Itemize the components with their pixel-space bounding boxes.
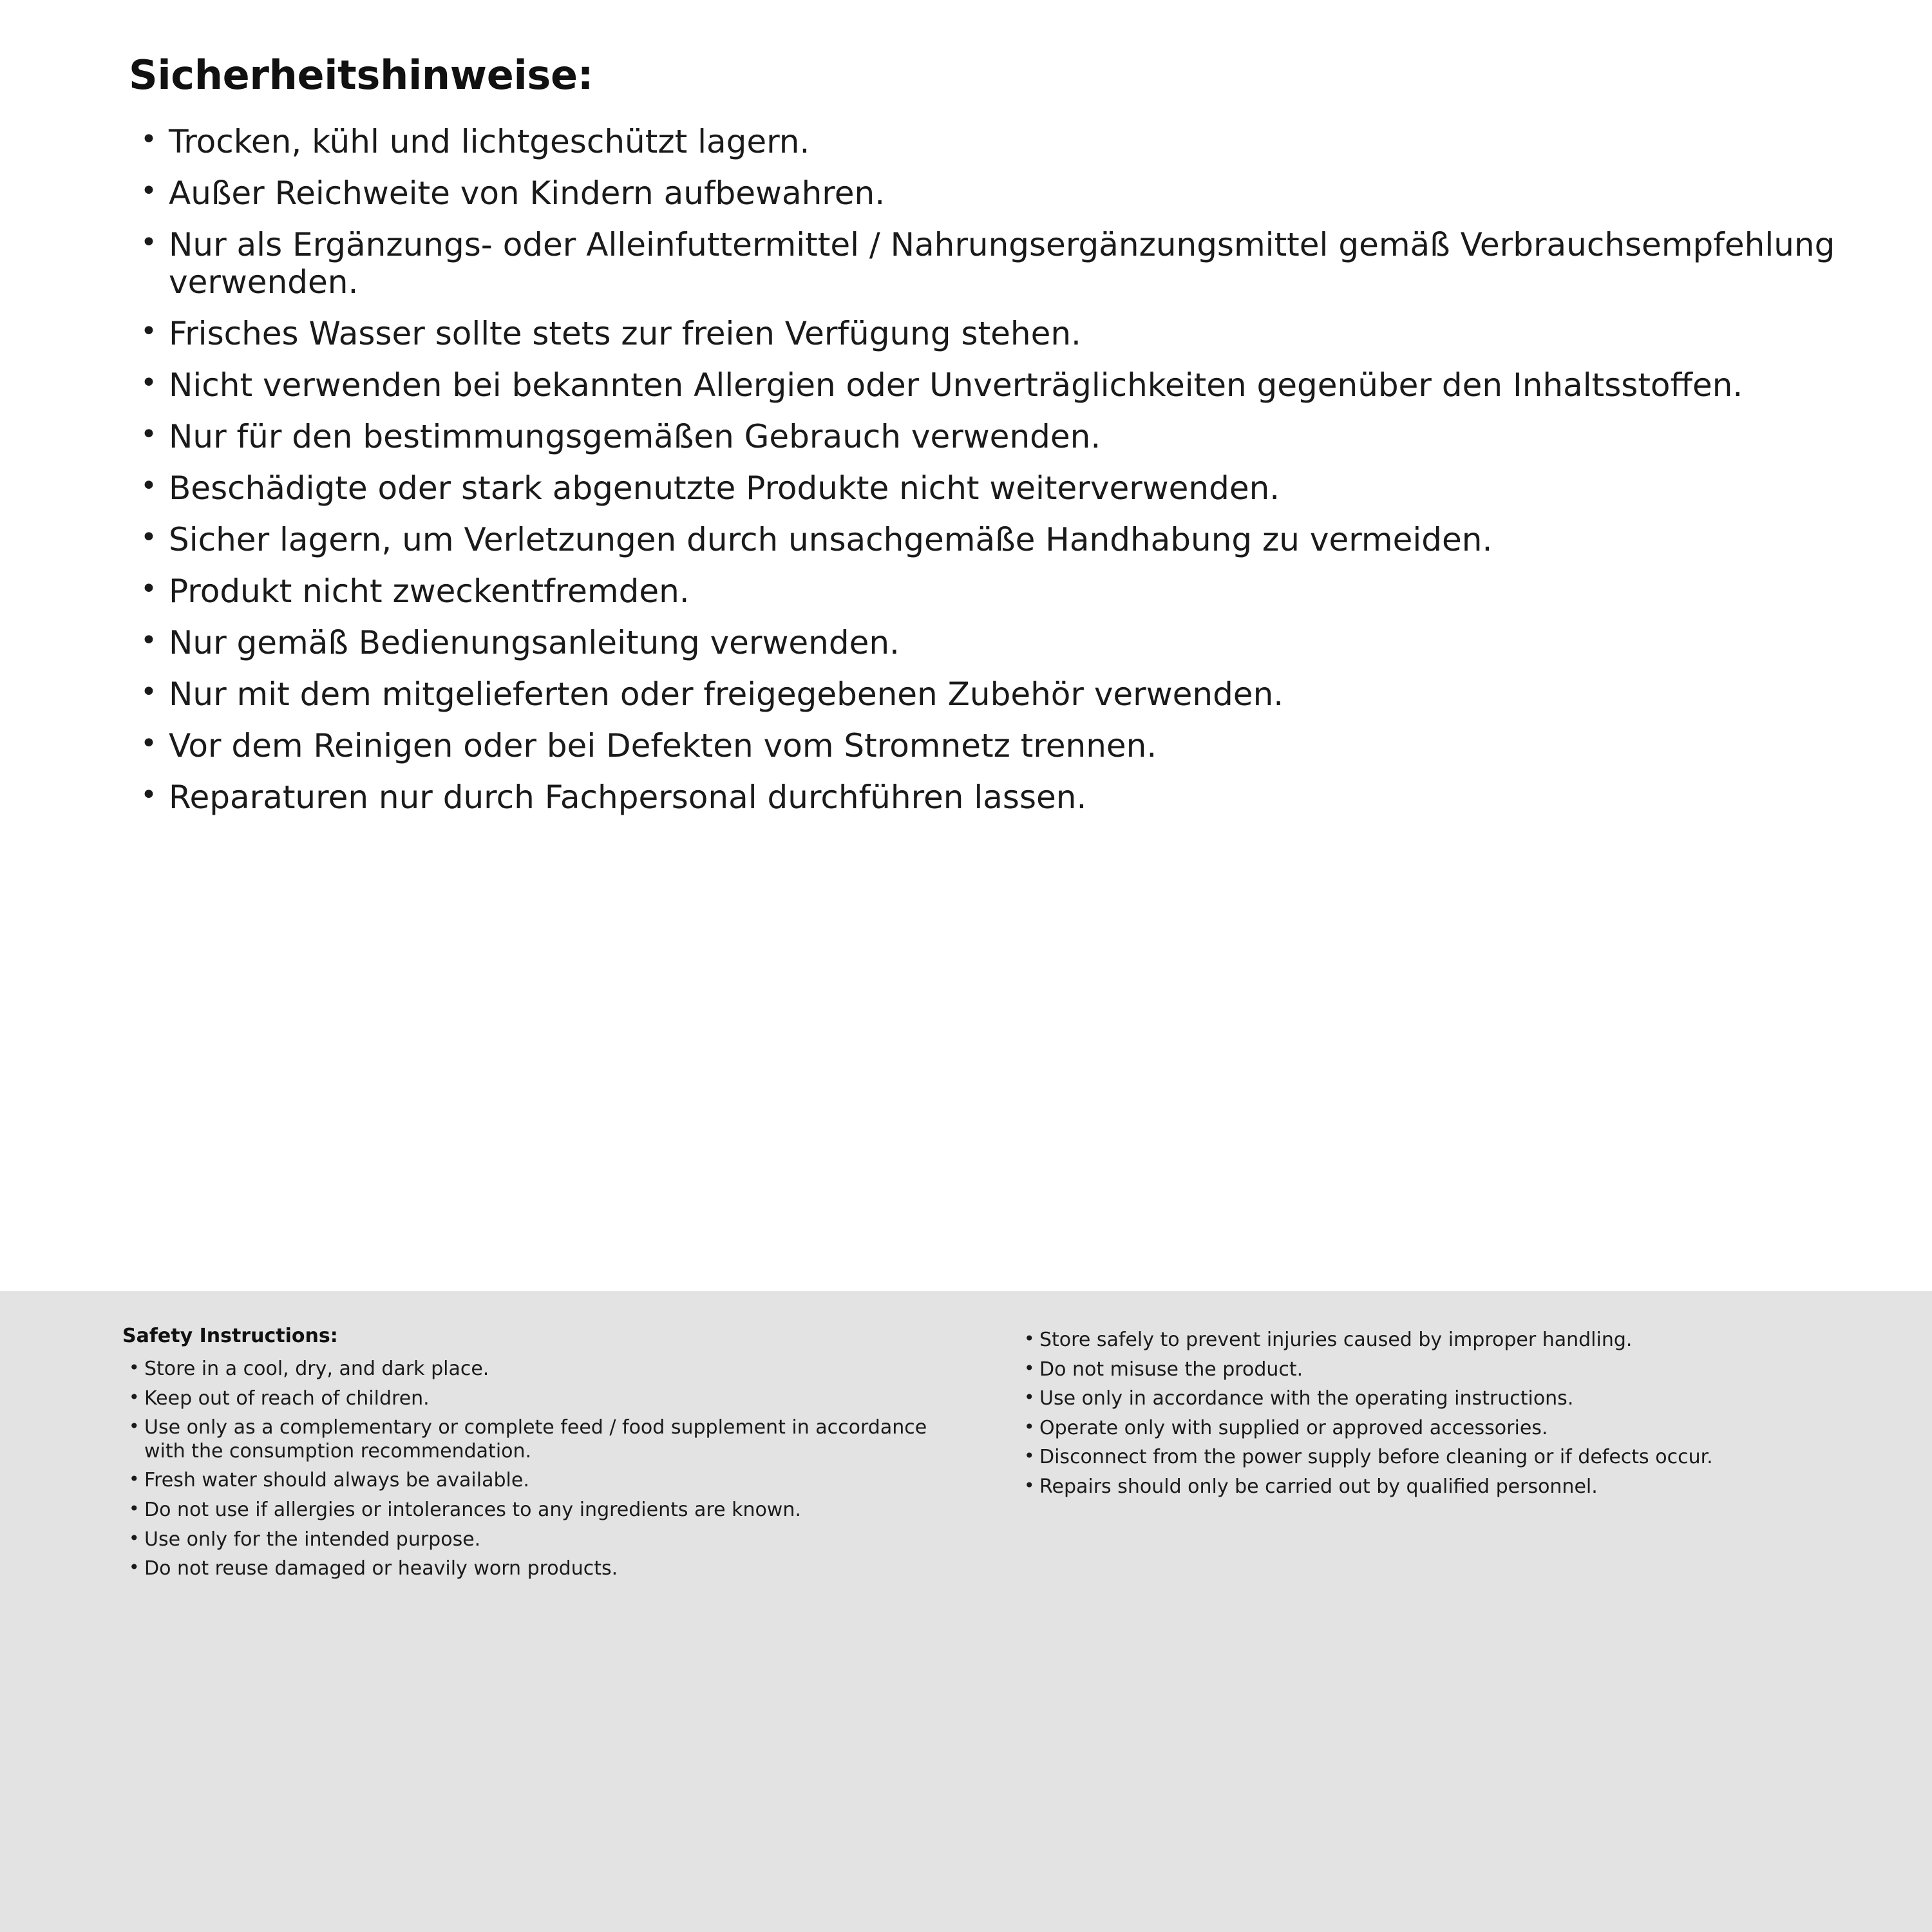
list-item: • Nur für den bestimmungsgemäßen Gebrauch verwenden. [129,418,1855,455]
list-item: • Trocken, kühl und lichtgeschützt lagern. [129,123,1855,160]
list-item: • Nur gemäß Bedienungsanleitung verwenden. [129,624,1855,661]
list-item: • Do not reuse damaged or heavily worn products. [122,1557,960,1581]
list-item: • Do not use if allergies or intolerances to any ingredients are known. [122,1499,960,1522]
german-section-title: Sicherheitshinweise: [129,52,594,99]
list-item: • Fresh water should always be available. [122,1469,960,1493]
list-item: • Reparaturen nur durch Fachpersonal durchführen lassen. [129,779,1855,816]
list-item: • Do not misuse the product. [1018,1358,1855,1382]
list-item: • Repairs should only be carried out by qualified personnel. [1018,1475,1855,1499]
list-item: • Use only as a complementary or complete feed / food supplement in accordance with the consumption recommendation. [122,1416,960,1463]
list-item: • Disconnect from the power supply before cleaning or if defects occur. [1018,1446,1855,1470]
english-safety-list-left [122,1358,960,1581]
english-safety-section [0,1291,1932,1932]
list-item: • Nicht verwenden bei bekannten Allergien oder Unverträglichkeiten gegenüber den Inhaltsstoffen. [129,366,1855,404]
list-item: • Store in a cool, dry, and dark place. [122,1358,960,1381]
german-safety-list [129,123,1855,816]
list-item: • Operate only with supplied or approved accessories. [1018,1417,1855,1441]
english-safety-list-right [1018,1329,1855,1499]
list-item: • Use only for the intended purpose. [122,1528,960,1552]
list-item: • Store safely to prevent injuries caused by improper handling. [1018,1329,1855,1352]
english-column-left [122,1325,960,1906]
list-item: • Frisches Wasser sollte stets zur freien Verfügung stehen. [129,315,1855,352]
list-item: • Produkt nicht zweckentfremden. [129,573,1855,610]
list-item: • Beschädigte oder stark abgenutzte Produkte nicht weiterverwenden. [129,469,1855,507]
english-column-right [1018,1325,1855,1906]
english-section-title: Safety Instructions: [122,1325,338,1347]
list-item: • Nur mit dem mitgelieferten oder freigegebenen Zubehör verwenden. [129,676,1855,713]
list-item: • Keep out of reach of children. [122,1387,960,1411]
list-item: • Nur als Ergänzungs- oder Alleinfuttermittel / Nahrungsergänzungsmittel gemäß Verbrauchsempfehlung verwenden. [129,226,1855,301]
list-item: • Außer Reichweite von Kindern aufbewahren. [129,175,1855,212]
list-item: • Use only in accordance with the operating instructions. [1018,1387,1855,1411]
list-item: • Sicher lagern, um Verletzungen durch unsachgemäße Handhabung zu vermeiden. [129,521,1855,558]
list-item: • Vor dem Reinigen oder bei Defekten vom Stromnetz trennen. [129,727,1855,764]
